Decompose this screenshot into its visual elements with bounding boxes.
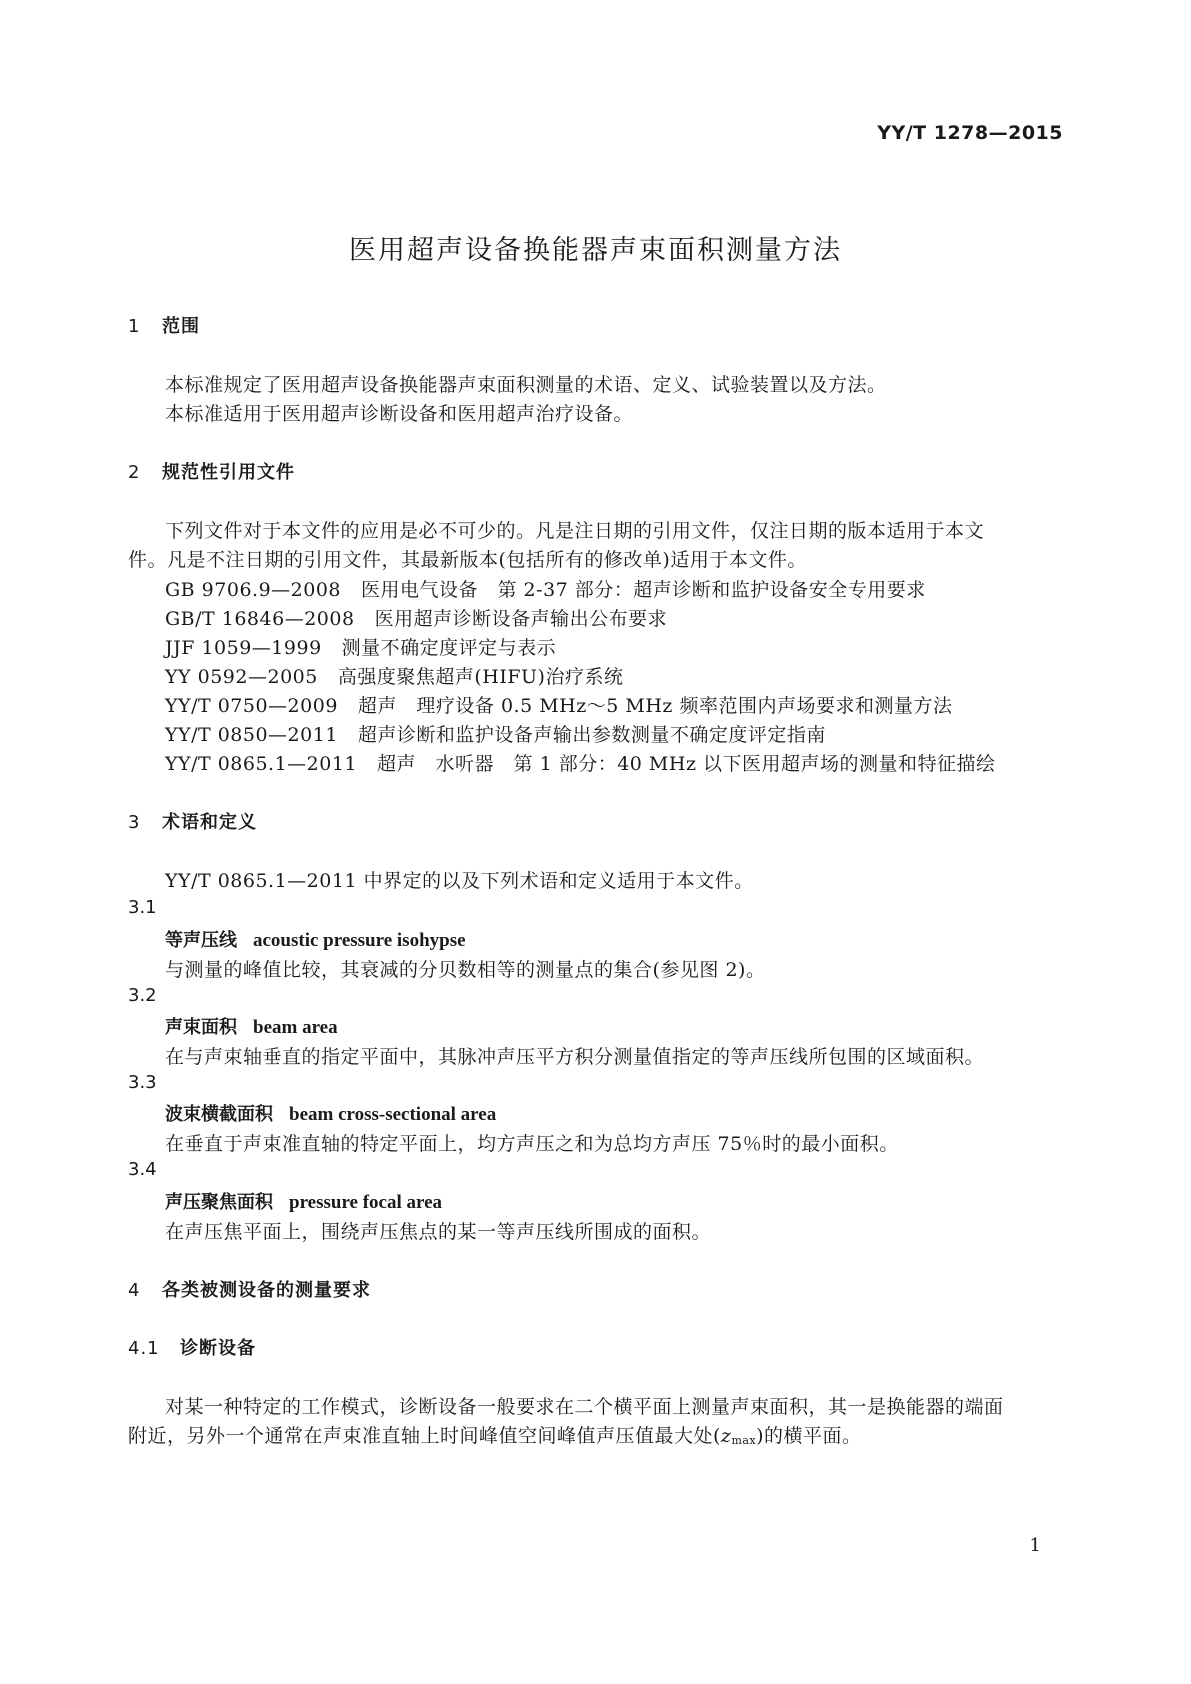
paragraph xyxy=(128,1421,862,1448)
term-number: 3.4 xyxy=(128,1159,157,1180)
section-3-heading xyxy=(128,808,257,834)
subscript-max: max xyxy=(731,1434,757,1447)
term-chinese: 声束面积 xyxy=(165,1017,237,1038)
paragraph: YY/T 0865.1—2011 中界定的以及下列术语和定义适用于本文件。 xyxy=(165,870,754,892)
term-heading xyxy=(165,1188,442,1214)
reference-title: 医用电气设备 第 2-37 部分：超声诊断和监护设备安全专用要求 xyxy=(361,579,926,601)
reference-item xyxy=(165,575,926,602)
term-definition: 与测量的峰值比较，其衰减的分贝数相等的测量点的集合(参见图 2)。 xyxy=(165,959,766,981)
reference-code: JJF 1059—1999 xyxy=(165,637,322,659)
paragraph: 件。凡是不注日期的引用文件，其最新版本(包括所有的修改单)适用于本文件。 xyxy=(128,549,807,571)
section-4-heading xyxy=(128,1276,371,1302)
reference-item xyxy=(165,633,556,660)
reference-item xyxy=(165,720,826,747)
reference-item xyxy=(165,749,996,776)
term-definition: 在声压焦平面上，围绕声压焦点的某一等声压线所围成的面积。 xyxy=(165,1221,712,1243)
symbol-z: z xyxy=(720,1425,732,1447)
subsection-4-1-heading xyxy=(128,1334,256,1360)
subsection-number: 4.1 xyxy=(128,1338,160,1359)
term-number: 3.2 xyxy=(128,985,157,1006)
reference-code: YY/T 0750—2009 xyxy=(165,695,338,717)
section-2-heading xyxy=(128,458,295,484)
reference-code: YY 0592—2005 xyxy=(165,666,318,688)
paragraph: 下列文件对于本文件的应用是必不可少的。凡是注日期的引用文件，仅注日期的版本适用于本文 xyxy=(165,520,985,542)
term-chinese: 声压聚焦面积 xyxy=(165,1192,273,1213)
term-english: beam area xyxy=(253,1017,338,1038)
reference-code: YY/T 0865.1—2011 xyxy=(165,753,358,775)
reference-title: 超声诊断和监护设备声输出参数测量不确定度评定指南 xyxy=(357,724,826,746)
section-title: 各类被测设备的测量要求 xyxy=(162,1280,371,1301)
reference-item xyxy=(165,691,952,718)
section-title: 规范性引用文件 xyxy=(162,462,295,483)
term-chinese: 等声压线 xyxy=(165,930,237,951)
reference-code: YY/T 0850—2011 xyxy=(165,724,338,746)
section-1-heading xyxy=(128,312,200,338)
term-english: beam cross-sectional area xyxy=(289,1104,497,1125)
term-chinese: 波束横截面积 xyxy=(165,1104,273,1125)
section-number: 4 xyxy=(128,1280,141,1301)
term-number: 3.1 xyxy=(128,897,157,918)
page-number: 1 xyxy=(1029,1535,1041,1556)
reference-code: GB 9706.9—2008 xyxy=(165,579,342,601)
section-number: 1 xyxy=(128,316,141,337)
subsection-title: 诊断设备 xyxy=(180,1338,256,1359)
term-definition: 在垂直于声束准直轴的特定平面上，均方声压之和为总均方声压 75％时的最小面积。 xyxy=(165,1133,899,1155)
section-number: 2 xyxy=(128,462,141,483)
text-run: )的横平面。 xyxy=(756,1425,862,1447)
reference-title: 超声 水听器 第 1 部分：40 MHz 以下医用超声场的测量和特征描绘 xyxy=(377,753,996,775)
section-title: 术语和定义 xyxy=(162,812,257,833)
reference-item xyxy=(165,662,623,689)
term-heading xyxy=(165,926,466,952)
reference-title: 测量不确定度评定与表示 xyxy=(341,637,557,659)
reference-title: 超声 理疗设备 0.5 MHz～5 MHz 频率范围内声场要求和测量方法 xyxy=(357,695,953,717)
term-definition: 在与声束轴垂直的指定平面中，其脉冲声压平方积分测量值指定的等声压线所包围的区域面积。 xyxy=(165,1046,985,1068)
section-title: 范围 xyxy=(162,316,200,337)
term-number: 3.3 xyxy=(128,1072,157,1093)
section-number: 3 xyxy=(128,812,141,833)
term-heading xyxy=(165,1100,496,1126)
reference-title: 高强度聚焦超声(HIFU)治疗系统 xyxy=(337,666,624,688)
paragraph: 对某一种特定的工作模式，诊断设备一般要求在二个横平面上测量声束面积，其一是换能器的端面 xyxy=(165,1396,1004,1418)
term-english: acoustic pressure isohypse xyxy=(253,930,466,951)
term-heading xyxy=(165,1013,338,1039)
term-english: pressure focal area xyxy=(289,1192,443,1213)
standard-number: YY/T 1278—2015 xyxy=(877,122,1063,144)
text-run: 附近，另外一个通常在声束准直轴上时间峰值空间峰值声压值最大处( xyxy=(128,1425,721,1447)
document-title: 医用超声设备换能器声束面积测量方法 xyxy=(349,235,842,266)
reference-title: 医用超声诊断设备声输出公布要求 xyxy=(374,608,668,630)
reference-code: GB/T 16846—2008 xyxy=(165,608,355,630)
paragraph: 本标准规定了医用超声设备换能器声束面积测量的术语、定义、试验装置以及方法。 xyxy=(165,374,887,396)
reference-item xyxy=(165,604,667,631)
paragraph: 本标准适用于医用超声诊断设备和医用超声治疗设备。 xyxy=(165,403,634,425)
